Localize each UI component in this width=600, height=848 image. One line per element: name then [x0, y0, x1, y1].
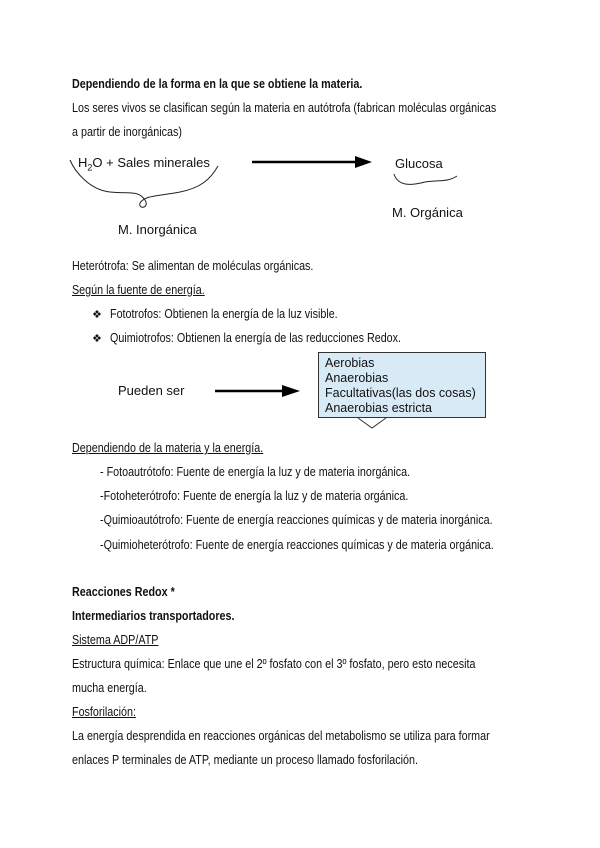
pueden-ser-label: Pueden ser: [118, 383, 185, 398]
heterotrofa-line: Heterótrofa: Se alimentan de moléculas orgánicas.: [72, 259, 314, 273]
list-item: -Quimioautótrofo: Fuente de energía reacciones químicas y de materia inorgánica.: [100, 513, 493, 527]
brace-right: [394, 174, 457, 184]
heading-redox: Reacciones Redox *: [72, 585, 175, 599]
list-item: - Fotoautrótofo: Fuente de energía la luz y de materia inorgánica.: [100, 465, 411, 479]
arrow-1-head: [355, 156, 372, 168]
autotrofa-line-1: Los seres vivos se clasifican según la materia en autótrofa (fabrican moléculas orgánicas: [72, 101, 497, 115]
type-item: Anaerobias: [325, 371, 389, 385]
subheading-energia: Según la fuente de energía.: [72, 283, 205, 297]
diagram-left-label: $H_2O$ + Sales minerales: [78, 155, 210, 173]
list-item: -Fotoheterótrofo: Fuente de energía la luz y de materia orgánica.: [100, 489, 409, 503]
brace-left: [70, 160, 218, 207]
types-box: [318, 352, 486, 418]
subheading-adp-atp: Sistema ADP/ATP: [72, 633, 159, 647]
heading-intermediarios: Intermediarios transportadores.: [72, 609, 235, 623]
diamond-bullet-icon: ❖: [92, 309, 102, 321]
estructura-line-1: Estructura química: Enlace que une el 2º fosfato con el 3º fosfato, pero esto necesita: [72, 657, 476, 671]
subheading-materia-energia: Dependiendo de la materia y la energía.: [72, 441, 264, 455]
fosforilacion-line-2: enlaces P terminales de ATP, mediante un proceso llamado fosforilación.: [72, 753, 419, 767]
diagram-right-label: Glucosa: [395, 156, 443, 171]
type-item: Anaerobias estricta: [325, 401, 433, 415]
fosforilacion-line-1: La energía desprendida en reacciones orgánicas del metabolismo se utiliza para formar: [72, 729, 490, 743]
box-pointer: [358, 418, 386, 428]
bullet-fototrofos: Fototrofos: Obtienen la energía de la luz visible.: [110, 307, 338, 321]
subheading-fosforilacion: Fosforilación:: [72, 705, 136, 719]
type-item: Facultativas(las dos cosas): [325, 386, 476, 400]
caption-inorganica: M. Inorgánica: [118, 222, 197, 237]
arrow-2-head: [282, 385, 300, 397]
autotrofa-line-2: a partir de inorgánicas): [72, 125, 182, 139]
heading-materia: Dependiendo de la forma en la que se obtiene la materia.: [72, 77, 363, 91]
list-item: -Quimioheterótrofo: Fuente de energía reacciones químicas y de materia orgánica.: [100, 538, 494, 552]
bullet-quimiotrofos: Quimiotrofos: Obtienen la energía de las reducciones Redox.: [110, 331, 402, 345]
type-item: Aerobias: [325, 356, 375, 370]
caption-organica: M. Orgánica: [392, 205, 463, 220]
estructura-line-2: mucha energía.: [72, 681, 147, 695]
diamond-bullet-icon: ❖: [92, 333, 102, 345]
